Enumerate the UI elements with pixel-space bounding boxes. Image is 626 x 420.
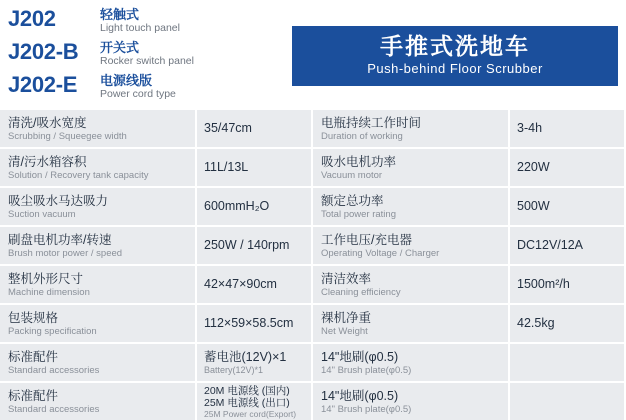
model-code: J202 — [8, 6, 56, 31]
spec-value-text: 500W — [517, 199, 550, 213]
spec-label — [0, 305, 197, 342]
spec-label-en: Cleaning efficiency — [321, 286, 401, 298]
spec-label — [313, 227, 510, 264]
spec-label-en: Packing specification — [8, 325, 97, 337]
spec-value-text: 3-4h — [517, 121, 543, 135]
spec-label-cn: 额定总功率 — [321, 193, 384, 208]
spec-value — [197, 227, 313, 264]
spec-value-text: 600mmH₂O — [204, 199, 270, 213]
spec-value-text: 42×47×90cm — [204, 277, 277, 291]
spec-value-text: 1500m²/h — [517, 277, 570, 291]
spec-value-text: 220W — [517, 160, 550, 174]
spec-value — [197, 110, 313, 147]
spec-label-en: Brush motor power / speed — [8, 247, 123, 259]
model-row — [8, 72, 288, 105]
spec-value — [197, 149, 313, 186]
spec-label-cn: 吸水电机功率 — [321, 154, 397, 169]
spec-label-cn: 工作电压/充电器 — [321, 232, 412, 247]
spec-label-en: Scrubbing / Squeegee width — [8, 130, 127, 142]
spec-value-cn: 蓄电池(12V)×1 — [204, 349, 287, 364]
table-row — [0, 303, 626, 342]
table-row — [0, 110, 626, 147]
spec-label-cn: 吸尘吸水马达吸力 — [8, 193, 109, 208]
spec-label-en: Suction vacuum — [8, 208, 76, 220]
model-name-en: Light touch panel — [100, 22, 180, 34]
specs-table — [0, 110, 626, 420]
spec-label — [313, 266, 510, 303]
spec-value — [510, 344, 624, 381]
model-name-group — [100, 72, 176, 100]
spec-value — [197, 188, 313, 225]
spec-label-cn: 标准配件 — [8, 349, 59, 364]
spec-value — [197, 383, 313, 420]
spec-value-text: DC12V/12A — [517, 238, 584, 252]
table-row — [0, 186, 626, 225]
table-row — [0, 147, 626, 186]
spec-label — [313, 305, 510, 342]
header — [0, 0, 626, 108]
spec-value — [510, 227, 624, 264]
spec-label-cn: 包装规格 — [8, 310, 59, 325]
spec-label-cn: 清/污水箱容积 — [8, 154, 87, 169]
spec-label-en: Machine dimension — [8, 286, 90, 298]
product-title-en: Push-behind Floor Scrubber — [367, 61, 543, 76]
spec-value — [197, 344, 313, 381]
spec-label-cn: 清洗/吸水宽度 — [8, 115, 87, 130]
spec-label-en: Duration of working — [321, 130, 403, 142]
spec-label-cn: 裸机净重 — [321, 310, 372, 325]
model-name-en: Rocker switch panel — [100, 55, 194, 67]
spec-value-text: 42.5kg — [517, 316, 555, 330]
spec-label-en: Vacuum motor — [321, 169, 383, 181]
spec-label-en: Net Weight — [321, 325, 368, 337]
spec-label-en: Total power rating — [321, 208, 396, 220]
spec-label-en: Standard accessories — [8, 364, 100, 376]
spec-label-en: Solution / Recovery tank capacity — [8, 169, 149, 181]
spec-label — [0, 149, 197, 186]
spec-value — [510, 383, 624, 420]
spec-value — [197, 305, 313, 342]
spec-value — [510, 188, 624, 225]
spec-label — [0, 188, 197, 225]
spec-label-cn: 整机外形尺寸 — [8, 271, 84, 286]
product-title-cn: 手推式洗地车 — [380, 33, 530, 59]
table-row — [0, 225, 626, 264]
spec-value — [510, 149, 624, 186]
model-name-cn: 开关式 — [100, 40, 140, 55]
table-row — [0, 381, 626, 420]
product-title-banner — [292, 26, 618, 86]
spec-value-cn: 20M 电源线 (国内) — [204, 384, 290, 397]
spec-value — [510, 305, 624, 342]
spec-value-en: Battery(12V)*1 — [204, 364, 264, 375]
spec-value-text: 11L/13L — [204, 160, 249, 174]
spec-label — [0, 344, 197, 381]
spec-label — [313, 149, 510, 186]
model-code: J202-B — [8, 39, 79, 64]
spec-value-text: 112×59×58.5cm — [204, 316, 294, 330]
spec-label — [0, 383, 197, 420]
table-row — [0, 264, 626, 303]
spec-value-text: 35/47cm — [204, 121, 252, 135]
spec-label-cn: 标准配件 — [8, 388, 59, 403]
spec-label-en: 14" Brush plate(φ0.5) — [321, 364, 412, 376]
spec-value — [197, 266, 313, 303]
spec-label — [0, 110, 197, 147]
model-list — [8, 6, 288, 105]
spec-value-en: 25M Power cord(Export) — [204, 408, 297, 419]
spec-label-en: Operating Voltage / Charger — [321, 247, 440, 259]
spec-label-cn: 14"地刷(φ0.5) — [321, 349, 399, 364]
spec-label — [313, 188, 510, 225]
spec-label-en: 14" Brush plate(φ0.5) — [321, 403, 412, 415]
spec-label — [313, 110, 510, 147]
spec-label — [313, 383, 510, 420]
model-row — [8, 6, 288, 39]
spec-label — [313, 344, 510, 381]
model-name-group — [100, 6, 180, 34]
model-code: J202-E — [8, 72, 78, 97]
spec-label — [0, 266, 197, 303]
spec-label — [0, 227, 197, 264]
spec-label-cn: 清洁效率 — [321, 271, 372, 286]
spec-value — [510, 110, 624, 147]
spec-label-en: Standard accessories — [8, 403, 100, 415]
model-name-cn: 轻触式 — [100, 7, 140, 22]
spec-value-text: 250W / 140rpm — [204, 238, 290, 252]
table-row — [0, 342, 626, 381]
spec-value-cn-2: 25M 电源线 (出口) — [204, 396, 290, 409]
spec-value — [510, 266, 624, 303]
model-name-en: Power cord type — [100, 88, 176, 100]
spec-label-cn: 刷盘电机功率/转速 — [8, 232, 112, 247]
spec-label-cn: 14"地刷(φ0.5) — [321, 388, 399, 403]
model-row — [8, 39, 288, 72]
model-name-cn: 电源线版 — [100, 73, 153, 88]
model-name-group — [100, 39, 194, 67]
spec-label-cn: 电瓶持续工作时间 — [321, 115, 422, 130]
